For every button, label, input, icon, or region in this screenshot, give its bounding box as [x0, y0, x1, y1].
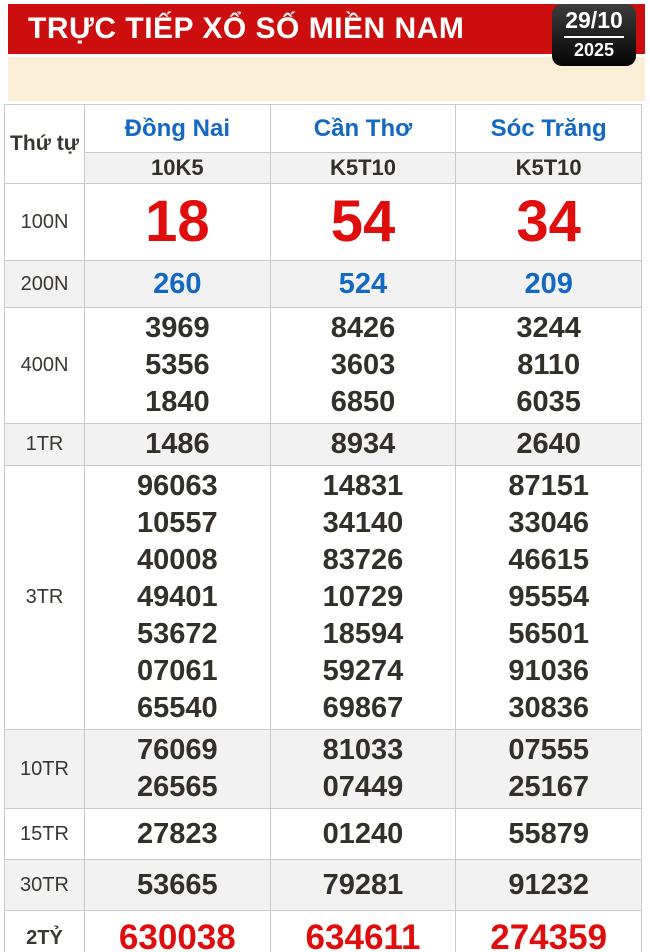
prize-numbers-cell: [456, 184, 642, 261]
prize-number: 524: [338, 268, 388, 300]
prize-number: 46615: [508, 544, 589, 576]
prize-number: 83726: [322, 544, 404, 576]
prize-number: 3244: [516, 312, 581, 344]
prize-label: 100N: [5, 184, 85, 261]
prize-numbers-cell: [456, 911, 642, 952]
table-row: [5, 911, 642, 952]
prize-number: 53672: [137, 618, 218, 650]
prize-label: 15TR: [5, 809, 85, 860]
draw-code: 10K5: [85, 153, 271, 184]
prize-number: 3969: [145, 312, 210, 344]
table-row: [5, 424, 642, 466]
draw-code: K5T10: [270, 153, 456, 184]
prize-numbers-cell: [456, 860, 642, 911]
prize-numbers-cell: [270, 184, 456, 261]
prize-label: 1TR: [5, 424, 85, 466]
prize-number: 6850: [330, 386, 396, 418]
prize-numbers-cell: [456, 308, 642, 424]
prize-number: 34: [516, 189, 581, 254]
prize-number: 18: [145, 189, 210, 254]
prize-number: 81033: [322, 734, 404, 766]
table-row: [5, 308, 642, 424]
prize-numbers-cell: [85, 730, 271, 809]
prize-number: 91232: [508, 869, 589, 901]
prize-numbers-cell: [85, 860, 271, 911]
prize-number: 96063: [137, 470, 218, 502]
prize-numbers-cell: [456, 809, 642, 860]
prize-label: 3TR: [5, 466, 85, 730]
prize-numbers-cell: [85, 184, 271, 261]
lottery-results-table: [4, 104, 642, 952]
province-header-soc-trang[interactable]: Sóc Trăng: [456, 105, 642, 153]
prize-numbers-cell: [270, 466, 456, 730]
prize-label: 2TỶ: [5, 911, 85, 952]
prize-numbers-cell: [85, 911, 271, 952]
draw-code: K5T10: [456, 153, 642, 184]
page-title: TRỰC TIẾP XỔ SỐ MIỀN NAM: [28, 12, 465, 45]
date-day-month: 29/10: [564, 7, 624, 38]
prize-number: 59274: [322, 655, 404, 687]
prize-number: 8110: [517, 349, 581, 381]
prize-number: 10729: [322, 581, 404, 613]
table-row: [5, 184, 642, 261]
prize-label: 30TR: [5, 860, 85, 911]
prize-numbers-cell: [85, 809, 271, 860]
prize-number: 07061: [137, 655, 218, 687]
prize-label: 400N: [5, 308, 85, 424]
prize-number: 54: [330, 189, 396, 254]
prize-number: 2640: [516, 428, 581, 460]
prize-number: 91036: [508, 655, 589, 687]
prize-number: 33046: [508, 507, 589, 539]
prize-number: 260: [153, 268, 202, 300]
prize-number: 634611: [305, 918, 421, 952]
prize-number: 6035: [516, 386, 581, 418]
prize-number: 27823: [137, 818, 218, 850]
prize-number: 65540: [137, 692, 218, 724]
prize-numbers-cell: [270, 809, 456, 860]
prize-number: 95554: [508, 581, 589, 613]
date-year: 2025: [573, 40, 615, 60]
prize-numbers-cell: [270, 308, 456, 424]
draw-code-row: [5, 153, 642, 184]
prize-number: 79281: [322, 869, 404, 901]
prize-number: 53665: [137, 869, 218, 901]
prize-number: 8426: [330, 312, 396, 344]
date-badge: [552, 4, 636, 66]
table-row: [5, 466, 642, 730]
prize-number: 69867: [322, 692, 404, 724]
ad-strip: [8, 57, 645, 101]
table-row: [5, 730, 642, 809]
prize-number: 01240: [322, 818, 404, 850]
prize-numbers-cell: [270, 424, 456, 466]
prize-number: 07555: [508, 734, 589, 766]
prize-number: 10557: [137, 507, 218, 539]
prize-number: 07449: [322, 771, 404, 803]
prize-numbers-cell: [456, 261, 642, 308]
province-header-row: [5, 105, 642, 153]
prize-number: 25167: [508, 771, 589, 803]
prize-number: 76069: [137, 734, 218, 766]
prize-number: 26565: [137, 771, 218, 803]
prize-label: 200N: [5, 261, 85, 308]
prize-number: 630038: [118, 918, 236, 952]
prize-number: 274359: [490, 918, 608, 952]
prize-number: 8934: [330, 428, 396, 460]
prize-number: 1486: [145, 428, 210, 460]
prize-number: 14831: [322, 470, 404, 502]
prize-number: 5356: [145, 349, 210, 381]
prize-label: 10TR: [5, 730, 85, 809]
prize-number: 18594: [322, 618, 404, 650]
prize-numbers-cell: [456, 730, 642, 809]
prize-numbers-cell: [85, 424, 271, 466]
prize-number: 3603: [330, 349, 396, 381]
prize-numbers-cell: [270, 730, 456, 809]
province-header-dong-nai[interactable]: Đồng Nai: [85, 105, 271, 153]
prize-numbers-cell: [456, 466, 642, 730]
table-row: [5, 261, 642, 308]
table-row: [5, 809, 642, 860]
prize-number: 56501: [508, 618, 589, 650]
prize-number: 49401: [137, 581, 218, 613]
header-bar: [8, 4, 645, 54]
prize-number: 55879: [508, 818, 589, 850]
prize-numbers-cell: [270, 261, 456, 308]
table-row: [5, 860, 642, 911]
prize-numbers-cell: [85, 261, 271, 308]
prize-number: 87151: [508, 470, 589, 502]
prize-number: 40008: [137, 544, 218, 576]
results-body: [5, 184, 642, 952]
province-header-can-tho[interactable]: Cần Thơ: [270, 105, 456, 153]
prize-number: 30836: [508, 692, 589, 724]
prize-numbers-cell: [85, 308, 271, 424]
prize-numbers-cell: [456, 424, 642, 466]
prize-number: 1840: [145, 386, 210, 418]
corner-label: Thứ tự: [5, 105, 85, 184]
prize-numbers-cell: [85, 466, 271, 730]
prize-numbers-cell: [270, 860, 456, 911]
prize-numbers-cell: [270, 911, 456, 952]
prize-number: 34140: [322, 507, 404, 539]
prize-number: 209: [524, 268, 573, 300]
